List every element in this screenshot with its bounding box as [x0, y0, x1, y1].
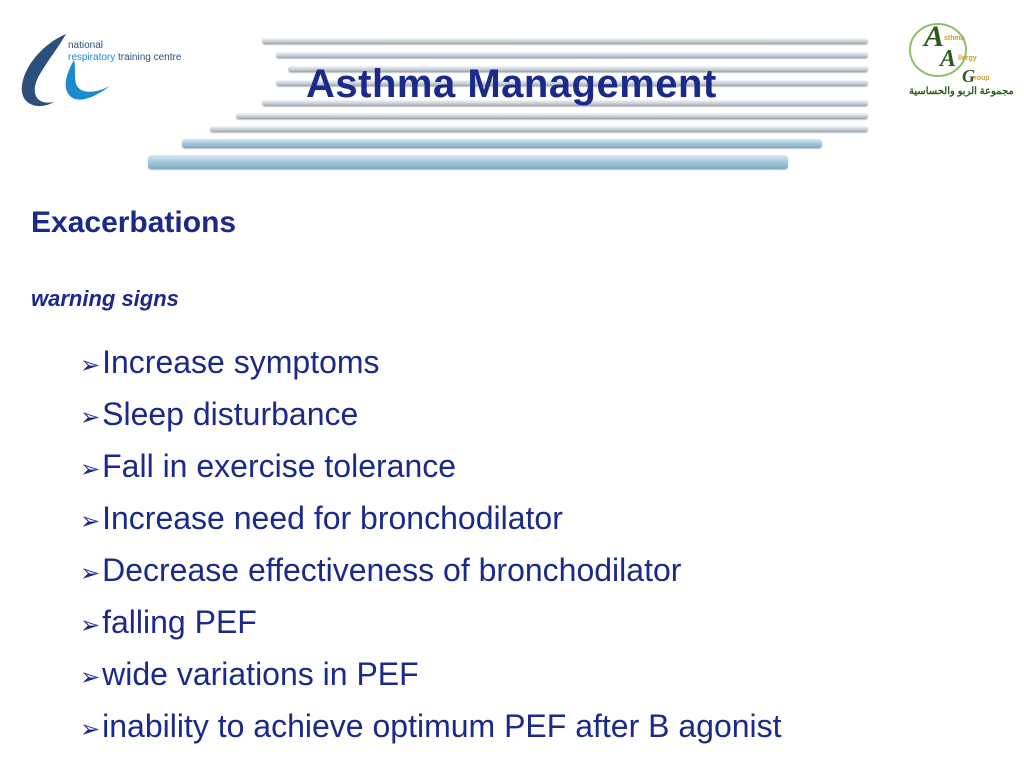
arrow-bullet-icon: ➢ [80, 352, 101, 379]
aag-word3: roup [974, 75, 990, 82]
list-item [80, 442, 782, 494]
arrow-bullet-icon: ➢ [80, 612, 101, 639]
list-item-text: Increase symptoms [102, 344, 380, 380]
arrow-bullet-icon: ➢ [80, 560, 101, 587]
list-item-text: Increase need for bronchodilator [102, 500, 563, 536]
arrow-bullet-icon: ➢ [80, 508, 101, 535]
arrow-bullet-icon: ➢ [80, 456, 101, 483]
list-item [80, 494, 782, 546]
header-bar [276, 52, 868, 58]
list-item-text: Fall in exercise tolerance [102, 448, 457, 484]
list-item-text: Decrease effectiveness of bronchodilator [102, 552, 682, 588]
arrow-bullet-icon: ➢ [80, 664, 101, 691]
list-item [80, 338, 782, 390]
arrow-bullet-icon: ➢ [80, 716, 101, 743]
svg-text:A: A [940, 46, 957, 72]
list-item [80, 702, 782, 754]
list-item-text: wide variations in PEF [102, 656, 419, 692]
svg-text:A: A [924, 20, 945, 53]
slide-title: Asthma Management [306, 62, 717, 106]
arrow-bullet-icon: ➢ [80, 404, 101, 431]
section-subheading: warning signs [31, 286, 179, 311]
list-item [80, 390, 782, 442]
list-item-text: inability to achieve optimum PEF after B agonist [102, 708, 782, 744]
aag-arabic-text: مجموعة الربو والحساسية [909, 86, 1014, 97]
warning-signs-list [80, 338, 782, 754]
aag-word2: llergy [958, 55, 977, 62]
ntc-line2-rest: training centre [115, 52, 182, 63]
section-heading: Exacerbations [31, 206, 237, 239]
header-bar [210, 126, 868, 132]
aag-word1: sthma [944, 35, 965, 42]
svg-text:G: G [962, 66, 975, 86]
list-item [80, 546, 782, 598]
list-item [80, 598, 782, 650]
list-item-text: falling PEF [102, 604, 257, 640]
header-bar [236, 113, 868, 119]
list-item-text: Sleep disturbance [102, 396, 359, 432]
header-bar-blue [182, 139, 822, 148]
ntc-line2-highlight: respiratory [68, 52, 116, 63]
list-item [80, 650, 782, 702]
header-bar-blue [148, 155, 788, 169]
ntc-line1: national [68, 40, 104, 51]
header-bar [262, 38, 868, 44]
